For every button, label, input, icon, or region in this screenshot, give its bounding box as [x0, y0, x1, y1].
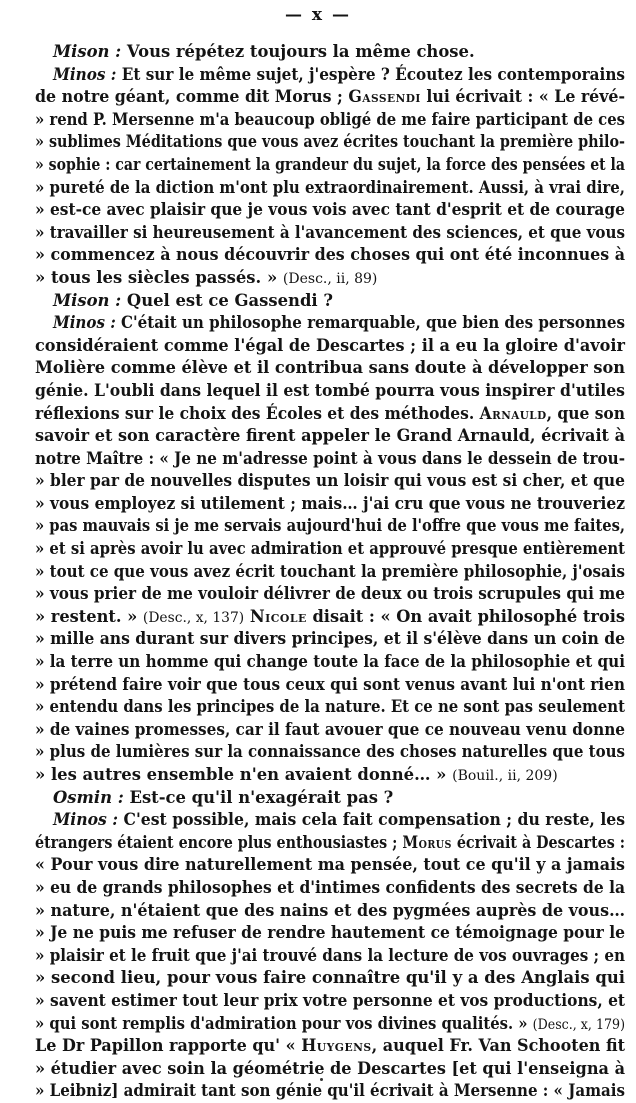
text-line	[33, 696, 625, 719]
line-text	[53, 787, 393, 810]
line-text	[35, 719, 625, 742]
page-body	[33, 41, 625, 1103]
text-line	[33, 606, 625, 629]
line-text	[35, 1058, 625, 1081]
line-text	[35, 380, 625, 403]
text-line	[33, 109, 625, 132]
line-text	[35, 199, 625, 222]
speaker-name: Minos :	[53, 64, 117, 84]
text-line	[33, 1035, 625, 1058]
text-span: , que son	[546, 403, 626, 423]
line-text	[53, 809, 625, 832]
line-text	[35, 267, 377, 291]
text-span: Molière comme élève et il contribua sans doute à développer son	[35, 358, 626, 378]
text-span: Est-ce qu'il n'exagérait pas ?	[123, 787, 394, 807]
line-text	[35, 696, 625, 719]
text-span: » est-ce avec plaisir que je vous vois avec tant d'esprit et de courage	[35, 200, 625, 220]
line-text	[35, 764, 558, 788]
line-text	[35, 538, 625, 561]
line-text	[35, 448, 625, 471]
text-span: » Je ne puis me refuser de rendre hautement ce témoignage pour le	[35, 923, 626, 943]
text-span: , auquel Fr. Van Schooten fit	[371, 1036, 626, 1056]
line-text	[35, 335, 625, 358]
text-line	[33, 741, 625, 764]
line-text	[53, 312, 625, 335]
text-span: « Pour vous dire naturellement ma pensée, tout ce qu'il y a jamais	[35, 855, 625, 875]
line-text	[35, 854, 625, 877]
text-span: » mille ans durant sur divers principes, et il s'élève dans un coin de	[35, 629, 626, 649]
text-line	[33, 41, 625, 64]
text-span: » tout ce que vous avez écrit touchant la première philosophie, j'osais	[35, 561, 625, 581]
speaker-name: Osmin :	[53, 787, 124, 807]
line-text	[35, 154, 625, 177]
text-span: Vous répétez toujours la même chose.	[121, 42, 475, 61]
line-text	[35, 877, 625, 900]
text-line	[33, 244, 625, 267]
text-span: » vous prier de me vouloir délivrer de deux ou trois scrupules qui me	[35, 584, 626, 604]
text-span: » étudier avec soin la géométrie de Descartes [et qui l'enseigna à	[35, 1058, 626, 1078]
line-text	[53, 290, 333, 313]
speaker-name: Minos :	[53, 313, 116, 333]
author-name: Morus	[402, 832, 452, 852]
ink-speck	[320, 1078, 323, 1081]
text-line	[33, 86, 625, 109]
text-span: » entendu dans les principes de la nature. Et ce ne sont pas seulement	[35, 697, 625, 717]
text-line	[33, 787, 625, 810]
text-line	[33, 357, 625, 380]
text-line	[33, 832, 625, 855]
line-text	[35, 244, 625, 267]
line-text	[35, 222, 625, 245]
author-name: Arnauld	[479, 403, 547, 423]
text-line	[33, 448, 625, 471]
text-line	[33, 64, 625, 87]
text-span: » les autres ensemble n'en avaient donné… »	[35, 765, 453, 784]
text-span: » sophie : car certainement la grandeur du sujet, la force des pensées et la	[35, 154, 625, 174]
text-line	[33, 583, 625, 606]
text-span: réflexions sur le choix des Écoles et des méthodes.	[35, 403, 480, 423]
text-span: Et sur le même sujet, j'espère ? Écoutez les contemporains	[116, 64, 625, 84]
text-line	[33, 131, 625, 154]
text-span: disait : « On avait philosophé trois	[306, 606, 626, 626]
line-text	[35, 606, 625, 630]
text-line	[33, 651, 625, 674]
text-line	[33, 425, 625, 448]
line-text	[35, 945, 625, 968]
line-text	[35, 515, 625, 538]
text-span: lui écrivait : « Le révé-	[420, 87, 626, 107]
line-text	[35, 493, 625, 516]
text-span: » et si après avoir lu avec admiration et approuvé presque entièrement	[35, 539, 626, 559]
text-line	[33, 290, 625, 313]
text-span: » la terre un homme qui change toute la face de la philosophie et qui	[35, 652, 625, 672]
text-span: savoir et son caractère firent appeler le Grand Arnauld, écrivait à	[35, 426, 626, 446]
line-text	[35, 109, 625, 132]
line-text	[35, 674, 625, 697]
speaker-name: Mison :	[53, 290, 122, 310]
text-span: Quel est ce Gassendi ?	[121, 290, 333, 310]
text-span: » commencez à nous découvrir des choses qui ont été inconnues à	[35, 245, 626, 265]
text-line	[33, 222, 625, 245]
line-text	[35, 131, 625, 154]
line-text	[35, 651, 625, 674]
line-text	[53, 41, 475, 64]
line-text	[53, 64, 625, 87]
line-text	[35, 177, 625, 200]
text-span: » sublimes Méditations que vous avez écrites touchant la première philo-	[35, 132, 626, 152]
text-span: » vous employez si utilement ; mais… j'ai cru que vous ne trouveriez	[35, 493, 626, 513]
text-line	[33, 470, 625, 493]
citation: (Desc., ii, 89)	[282, 270, 378, 287]
line-text	[35, 628, 625, 651]
text-span: » pureté de la diction m'ont plu extraordinairement. Aussi, à vrai dire,	[35, 177, 626, 197]
citation: (Desc., x, 137)	[142, 609, 245, 626]
text-span: » plus de lumières sur la connaissance des choses naturelles que tous	[35, 742, 626, 762]
line-text	[35, 967, 625, 990]
text-span: » prétend faire voir que tous ceux qui sont venus avant lui n'ont rien	[35, 674, 625, 694]
line-text	[35, 86, 625, 109]
text-span: » Leibniz] admirait tant son génie qu'il écrivait à Mersenne : « Jamais	[35, 1081, 625, 1101]
text-line	[33, 1058, 625, 1081]
line-text	[35, 900, 625, 923]
text-span: » de vaines promesses, car il faut avouer que ce nouveau venu donne	[35, 719, 626, 739]
line-text	[35, 470, 625, 493]
text-line	[33, 199, 625, 222]
line-text	[35, 1035, 625, 1058]
text-line	[33, 177, 625, 200]
text-line	[33, 764, 625, 787]
line-text	[35, 561, 625, 584]
line-text	[35, 832, 625, 855]
text-line	[33, 990, 625, 1013]
text-line	[33, 403, 625, 426]
text-span: C'était un philosophe remarquable, que bien des personnes	[115, 313, 625, 333]
text-line	[33, 854, 625, 877]
text-span: » rend P. Mersenne m'a beaucoup obligé de me faire participant de ces	[35, 109, 625, 129]
text-line	[33, 877, 625, 900]
text-span: » second lieu, pour vous faire connaître qu'il y a des Anglais qui	[35, 968, 625, 988]
author-name: Nicole	[249, 606, 307, 626]
text-line	[33, 674, 625, 697]
text-span: Le Dr Papillon rapporte qu' «	[35, 1036, 302, 1056]
line-text	[35, 425, 625, 448]
text-span: » eu de grands philosophes et d'intimes confidents des secrets de la	[35, 877, 625, 897]
text-span: écrivait à Descartes :	[451, 832, 625, 852]
text-span: » pas mauvais si je me servais aujourd'hui de l'offre que vous me faites,	[35, 516, 626, 536]
text-line	[33, 945, 625, 968]
author-name: Huygens	[301, 1036, 372, 1056]
line-text	[35, 741, 625, 764]
text-line	[33, 922, 625, 945]
text-line	[33, 493, 625, 516]
text-line	[33, 538, 625, 561]
text-span: étrangers étaient encore plus enthousiastes ;	[35, 832, 403, 852]
line-text	[35, 922, 625, 945]
text-line	[33, 628, 625, 651]
text-line	[33, 154, 625, 177]
text-line	[33, 380, 625, 403]
line-text	[35, 990, 625, 1013]
speaker-name: Mison :	[53, 42, 122, 61]
citation: (Bouil., ii, 209)	[452, 768, 558, 784]
author-name: Gassendi	[348, 87, 421, 107]
text-line	[33, 719, 625, 742]
text-line	[33, 267, 625, 290]
text-line	[33, 561, 625, 584]
text-span: » nature, n'étaient que des nains et des pygmées auprès de vous…	[35, 900, 626, 920]
text-line	[33, 515, 625, 538]
citation: (Desc., x, 179)	[532, 1016, 626, 1033]
text-span: considéraient comme l'égal de Descartes ; il a eu la gloire d'avoir	[35, 335, 625, 355]
text-span: » restent. »	[35, 606, 143, 626]
text-span: génie. L'oubli dans lequel il est tombé pourra vous inspirer d'utiles	[35, 380, 625, 400]
page-header: — x —	[285, 5, 351, 25]
text-span: » qui sont remplis d'admiration pour vos divines qualités. »	[35, 1013, 533, 1033]
text-line	[33, 967, 625, 990]
text-span: » tous les siècles passés. »	[35, 267, 283, 287]
text-span: » travailler si heureusement à l'avancement des sciences, et que vous	[35, 222, 626, 242]
text-line	[33, 1013, 625, 1036]
text-line	[33, 335, 625, 358]
line-text	[35, 583, 625, 606]
text-line	[33, 312, 625, 335]
speaker-name: Minos :	[53, 810, 119, 830]
line-text	[35, 403, 625, 426]
text-span: » bler par de nouvelles disputes un loisir qui vous est si cher, et que	[35, 471, 625, 491]
text-span: » savent estimer tout leur prix votre personne et vos productions, et	[35, 990, 626, 1010]
line-text	[35, 1013, 625, 1037]
text-span: C'est possible, mais cela fait compensation ; du reste, les	[118, 810, 626, 830]
text-span: notre Maître : « Je ne m'adresse point à vous dans le dessein de trou-	[35, 448, 626, 468]
text-line	[33, 900, 625, 923]
line-text	[35, 357, 625, 380]
text-span: » plaisir et le fruit que j'ai trouvé dans la lecture de vos ouvrages ; en	[35, 945, 626, 965]
text-line	[33, 809, 625, 832]
text-span: de notre géant, comme dit Morus ;	[35, 87, 349, 107]
